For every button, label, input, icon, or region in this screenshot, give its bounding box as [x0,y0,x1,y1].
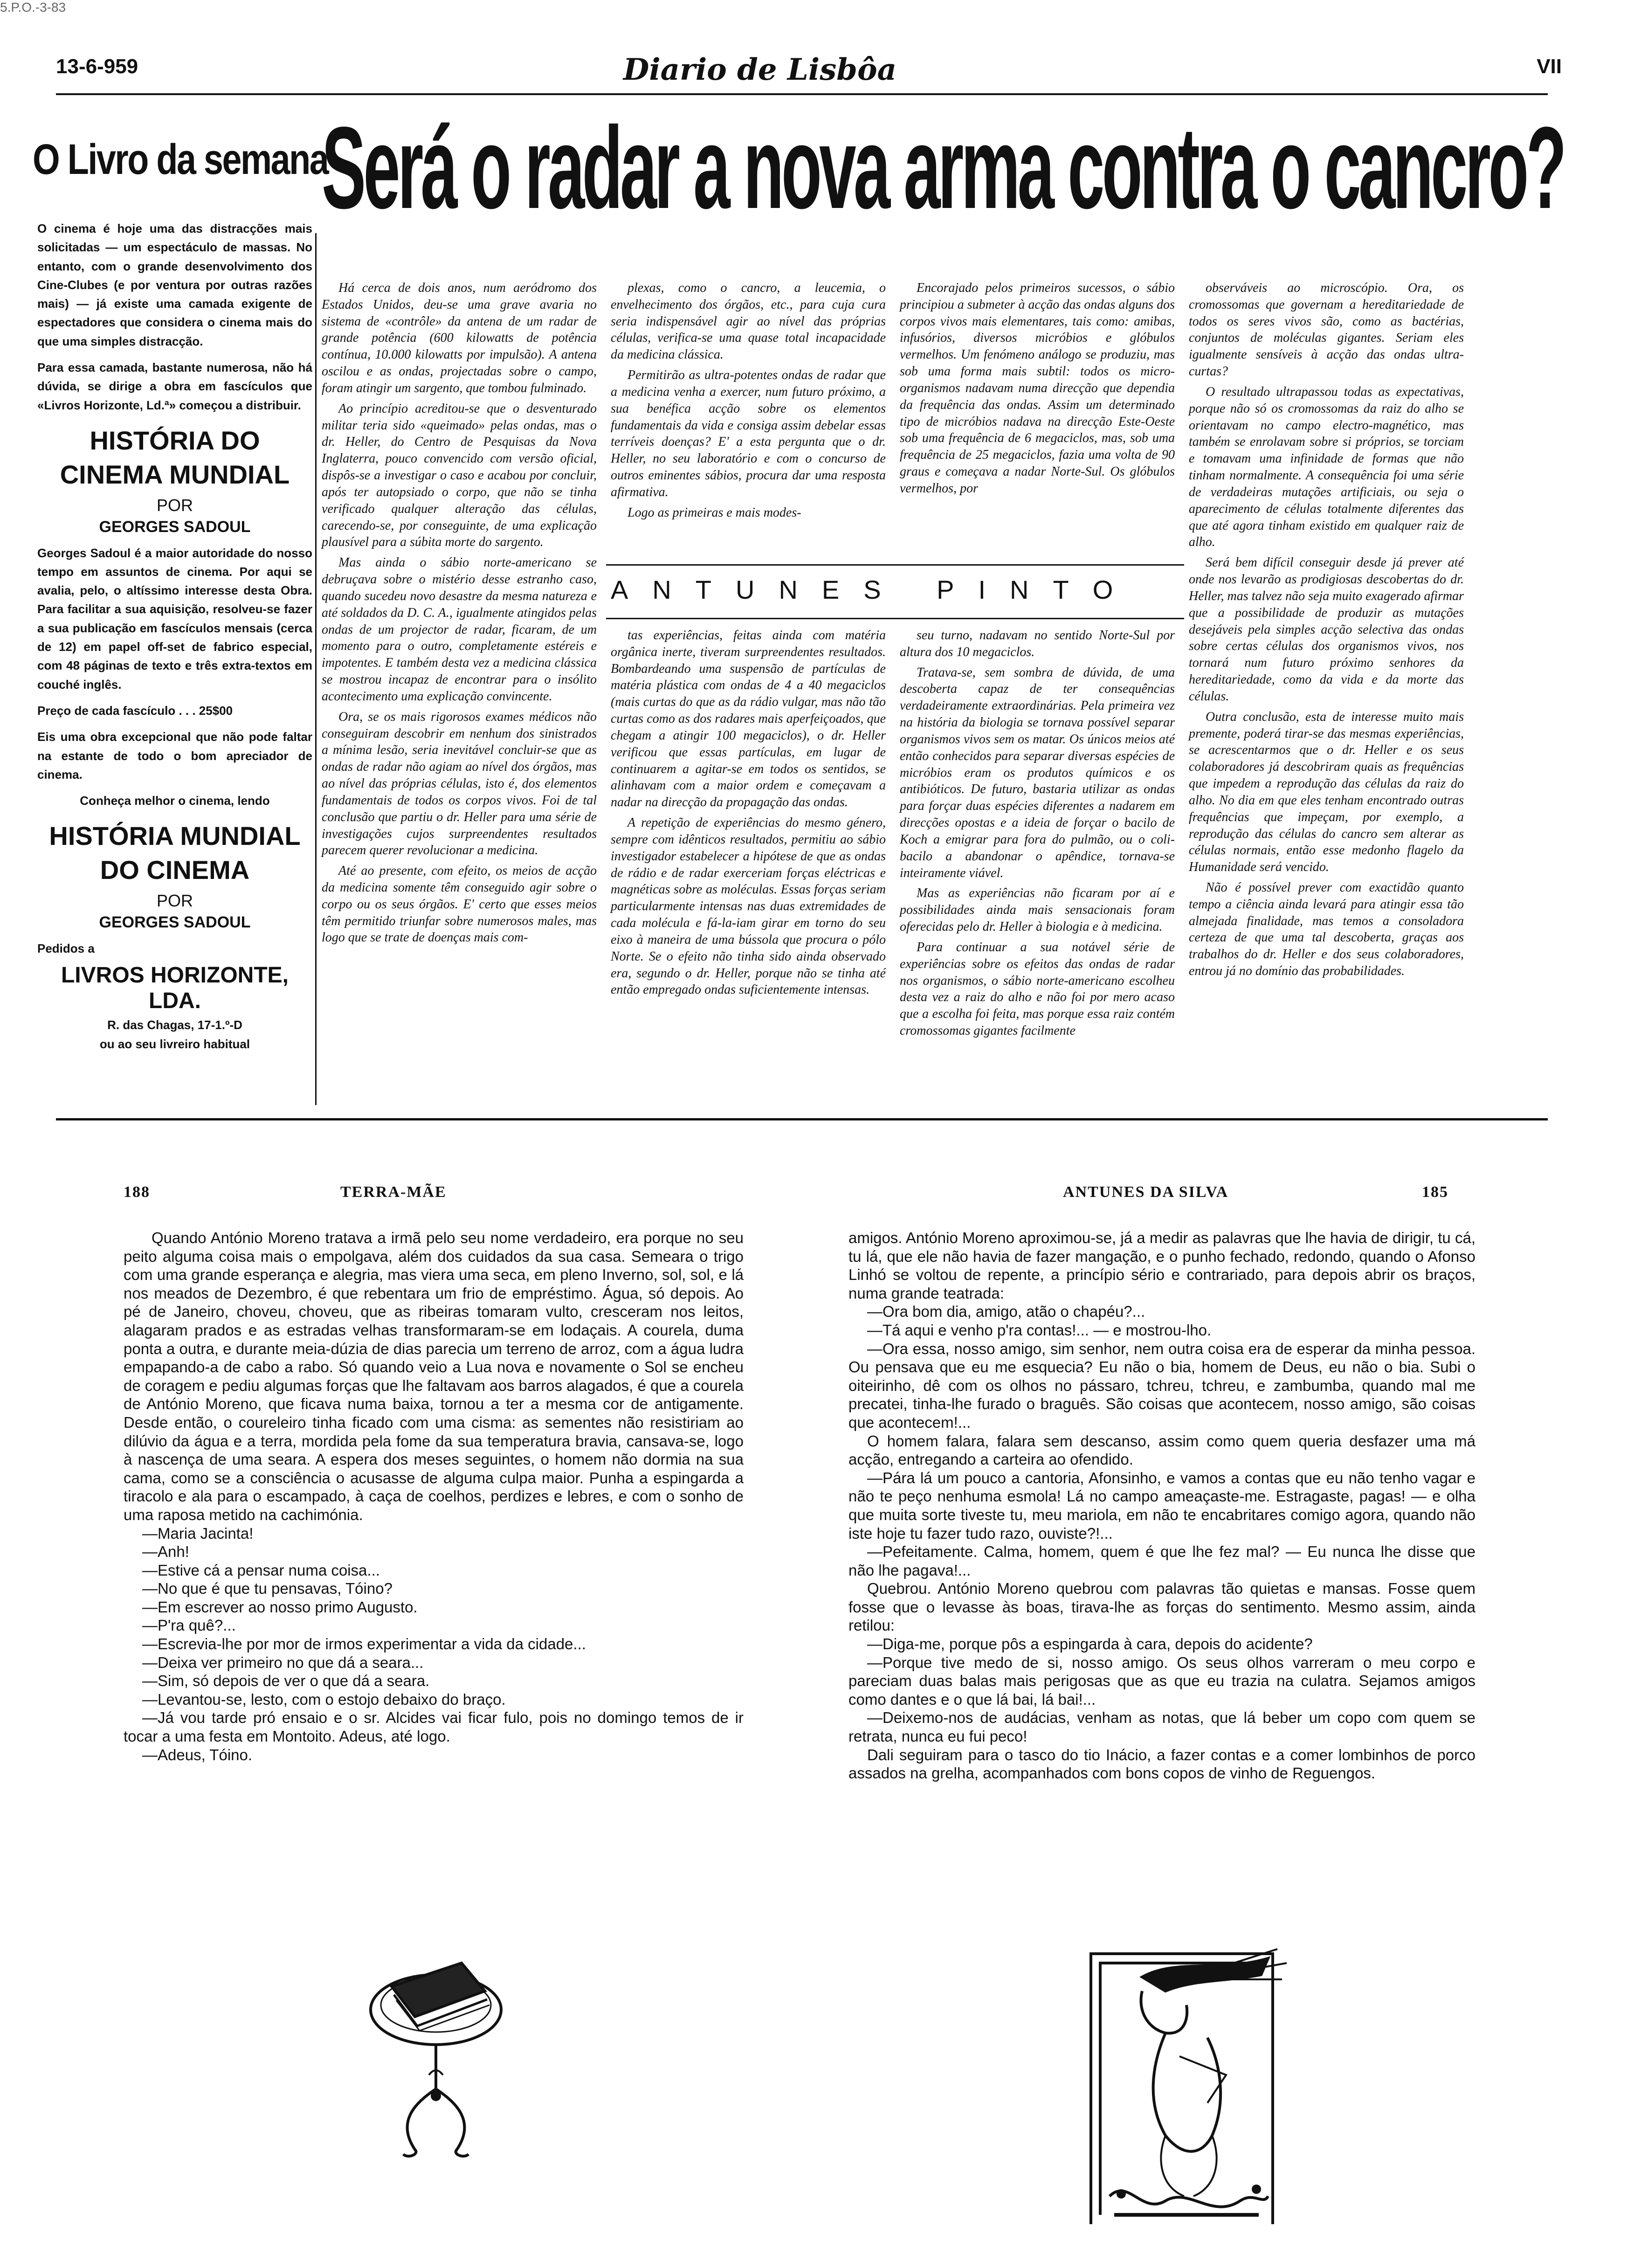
article-paragraph: Para continuar a sua notável série de experiências sobre os efeitos das ondas de radar nos organismos, o sábio norte-americano escolheu desta vez a raiz do alho e não foi por mero acaso que a escolha foi feita, mas porque essa raiz contém cromossomas gigantes facilmente [900,940,1175,1038]
book-left-page-text [124,1229,744,1764]
article-paragraph: Não é possível prever com exactidão quanto tempo a ciência ainda levará para atingir essa tão almejada finalidade, mas temos a consoladora certeza de que uma tal descoberta, graças aos trabalhos do dr. Heller e dos seus colaboradores, entrou já no domínio das probabilidades. [1189,880,1464,979]
section-kicker: O Livro da semana [33,136,328,183]
ad-description: Georges Sadoul é a maior autoridade do nosso tempo em assuntos de cinema. Por aqui se avalia, pelo, o altíssimo interesse desta Obra. Para facilitar a sua aquisição, resolveu-se fazer a sua publicação em fascículos mensais (cerca de 12) em papel off-set de fabrico especial, com 48 páginas de texto e três extra-textos em couché inglês. [37,546,312,691]
book-dialogue: —Já vou tarde pró ensaio e o sr. Alcides vai ficar fulo, pois no domingo temos de ir tocar a uma festa em Montoito. Adeus, até logo. [124,1709,744,1745]
book-left-page-number: 188 [124,1183,150,1201]
section-rule [56,1118,1548,1120]
ad-author-2: GEORGES SADOUL [99,913,251,932]
article-paragraph: Há cerca de dois anos, num aeródromo dos Estados Unidos, deu-se uma grave avaria no sistema de «contrôle» da antena de um radar de grande potência (600 kilowatts de potência contínua, 10.000 kilowatts por impulsão). A antena oscilou e as ondas, projectadas sobre o campo, foram atingir um sargento, que tombou fulminado. [322,281,597,395]
article-paragraph: A repetição de experiências do mesmo género, sempre com idênticos resultados, permitiu ao sábio investigador estabelecer a hipótese de que as ondas de rádio e de radar exerceriam forças eléctricas e magnéticas sobre as moléculas. Essas forças seriam particularmente intensas nas duas extremidades de cada molécula e fá-la-iam girar em torno do seu eixo à maneira de uma bússola que procura o pólo Norte. Se o efeito não tinha sido ainda observado era, segundo o dr. Heller, porque não se tinha até então empregado ondas suficientemente intensas. [611,816,886,997]
article-paragraph: tas experiências, feitas ainda com matéria orgânica inerte, tiveram surpreendentes resultados. Bombardeando uma suspensão de partículas de matéria plástica com ondas de 4 a 40 megaciclos (mais curtas do que as da rádio vulgar, mas não tão curtas como as dos radares mais aperfeiçoados, que chegam a atingir 100 megaciclos), o dr. Heller verificou que essas partículas, em lugar de continuarem a agitar-se em todos os sentidos, se alinhavam com a maior ordem e começavam a nadar na direcção da propagação das ondas. [611,628,886,810]
book-right-running-title: ANTUNES DA SILVA [1063,1183,1229,1201]
ad-intro: O cinema é hoje uma das distracções mais solicitadas — um espectáculo de massas. No entanto, com o grande desenvolvimento dos Cine-Clubes (e por ventura por outras razões mais) — já existe uma camada exigente de espectadores que considera o cinema mais do que uma simples distracção. [37,221,312,348]
ad-know: Conheça melhor o cinema, lendo [80,794,270,808]
book-paragraph: Dali seguiram para o tasco do tio Inácio, a fazer contas e a comer lombinhos de porco assados na grelha, acompanhados com bons copos de vinho de Reguengos. [848,1746,1476,1782]
book-dialogue: —Anh! [142,1543,189,1561]
article-paragraph: Tratava-se, sem sombra de dúvida, de uma descoberta capaz de ter consequências verdadeiramente extraordinárias. Pela primeira vez na história da biologia se tornava possível separar organismos vivos sem os matar. Os únicos meios até então conhecidos para separar diversas espécies de micróbios eram os produtos químicos e os antibióticos. De futuro, bastaria utilizar as ondas para forçar duas espécies diferentes a nadarem em direcções opostas e a ideia de forçar o bacilo de Koch a emigrar para fora do pulmão, ou o coli-bacilo a abandonar o apêndice, tornava-se inteiramente viável. [900,665,1175,880]
book-dialogue: —Estive cá a pensar numa coisa... [142,1561,380,1579]
article-paragraph: Mas ainda o sábio norte-americano se debruçava sobre o mistério desse estranho caso, quando sucedeu novo desastre da mesma natureza e até soldados da D. C. A., igualmente atingidos pelas ondas de um projector de radar, ficaram, de um momento para o outro, completamente estéreis e impotentes. E também desta vez a medicina clássica se mostrou incapaz de encontrar para o insólito acontecimento uma explicação convincente. [322,555,597,704]
book-dialogue: —Pára lá um pouco a cantoria, Afonsinho, e vamos a contas que eu não tenho vagar e não te peço nenhuma esmola! Lá no campo ameaçaste-me. Estragaste, pagas! — e olha que muita sorte tiveste tu, meu mariola, em não te encabritares comigo agora, quando não iste hoje tu fazer tudo razo, ouviste?!... [848,1469,1476,1542]
book-dialogue: —Ora bom dia, amigo, atão o chapéu?... [867,1303,1145,1321]
ad-publisher: LIVROS HORIZONTE, LDA. [61,963,289,1014]
book-dialogue: —Adeus, Tóino. [142,1746,253,1763]
ad-intro-2: Para essa camada, bastante numerosa, não há dúvida, se dirige a obra em fascículos que «Livros Horizonte, Ld.ª» começou a distribuir. [37,360,312,412]
ad-price: Preço de cada fascículo . . . 25$00 [37,703,233,718]
article-column-4 [1189,280,1464,983]
article-paragraph: O resultado ultrapassou todas as expectativas, porque não só os cromossomas da raiz do alho se orientavam no campo electro-magnético, mas também se enrolavam sobre si próprios, se torciam e tomavam uma infinidade de formas que não tinham normalmente. A consequência foi uma série de verdadeiras mutações artificiais, ou seja o aparecimento de células totalmente diferentes das que até agora tinham existido em qualquer raiz de alho. [1189,384,1464,550]
book-right-page-number: 185 [1422,1183,1448,1201]
book-dialogue: —Deixa ver primeiro no que dá a seara... [142,1653,424,1671]
article-paragraph: Até ao presente, com efeito, os meios de acção da medicina somente têm conseguido agir sobre o corpo ou os seus órgãos. E' certo que esses meios têm permitido triunfar sobre numerosos males, mas logo que se trate de doenças mais com- [322,864,597,945]
article-paragraph: Será bem difícil conseguir desde já prever até onde nos levarão as prodigiosas descobertas do dr. Heller, mas talvez não seja muito exagerado afirmar que a possibilidade de produzir as mutações desejáveis pela simples acção selectiva das ondas sobre certas células dos organismos vivos, nos tornará num futuro próximo senhores da hereditariedade, como da vida e da morte das células. [1189,555,1464,704]
book-dialogue: —Em escrever ao nosso primo Augusto. [142,1598,418,1616]
page-number: VII [1537,55,1562,78]
book-dialogue: —Pefeitamente. Calma, homem, quem é que lhe fez mal? — Eu nunca lhe disse que não lhe pagava!... [848,1543,1476,1579]
issue-date: 13-6-959 [56,55,138,78]
article-paragraph: Logo as primeiras e mais modes- [627,505,801,520]
book-paragraph: O homem falara, falara sem descanso, assim como quem queria desfazer uma má acção, entregando a carteira ao ofendido. [848,1432,1476,1468]
article-column-3b [900,627,1175,1043]
article-paragraph: Mas as experiências não ficaram por aí e possibilidades ainda mais sensacionais foram oferecidas pelo dr. Heller à biologia e à medicina. [900,886,1175,934]
ad-address: R. das Chagas, 17-1.º-D [107,1018,242,1032]
book-dialogue: —Diga-me, porque pôs a espingarda à cara, depois do acidente? [867,1635,1313,1653]
article-paragraph: Permitirão as ultra-potentes ondas de radar que a medicina venha a exercer, num futuro próximo, a sua benéfica acção sobre os elementos fundamentais da vida e consiga assim debelar essas terríveis doenças? E' a esta pergunta que o dr. Heller, no seu laboratório e com o concurso de outros eminentes sábios, procura dar uma resposta afirmativa. [611,368,886,499]
article-byline: ANTUNES PINTO [611,575,1138,604]
ad-book-title: HISTÓRIA DO CINEMA MUNDIAL [60,425,290,489]
book-dialogue: —P'ra quê?... [142,1617,236,1634]
book-stand-illustration [359,1935,513,2168]
book-dialogue: —Ora essa, nosso amigo, sim senhor, nem outra coisa era de esperar da minha pessoa. Ou pensava que eu me esquecia? Eu não o bia, homem de Deus, eu não o bia. Subi o oiteirinho, dê com os olhos no pássaro, tchreu, tchreu, e zambumba, quando mal me precatei, tinha-lhe furado o braguês. São coisas que acontecem, nosso amigo, são coisas que acontecem!... [848,1340,1476,1431]
byline-rule-bottom [606,618,1184,619]
book-dialogue: —Maria Jacinta! [142,1524,254,1542]
article-column-2 [611,280,886,525]
article-paragraph: observáveis ao microscópio. Ora, os cromossomas que governam a hereditariedade de todos os seres vivos são, como as bactérias, conjuntos de moléculas gigantes. Seriam eles igualmente sensíveis à acção das ondas ultra-curtas? [1189,281,1464,379]
article-paragraph: seu turno, nadavam no sentido Norte-Sul por altura dos 10 megaciclos. [900,628,1175,659]
header-rule [56,93,1548,95]
woman-window-illustration [1072,1935,1296,2233]
book-dialogue: —Sim, só depois de ver o que dá a seara. [142,1672,430,1690]
book-paragraph: Quando António Moreno tratava a irmã pelo seu nome verdadeiro, era porque no seu peito alguma coisa mais o empolgava, além dos cuidados da sua casa. Semeara o trigo com uma grande esperança e alegria, mas viera uma seca, em pleno Inverno, sol, sol, e lá nos meados de Dezembro, é que rebentara um frio de empréstimo. Água, só depois. Ao pé de Janeiro, choveu, choveu, que as ribeiras tomaram vulto, cresceram nos leitos, alagaram prados e as estradas velhas transformaram-se em lodaçais. A courela, duma ponta a outra, e durante meia-dúzia de dias parecia um terreno de arroz, com a água ludra empapando-a de cabo a rabo. Só quando veio a Lua nova e novamente o Sol se encheu de coragem e pediu algumas forças que lhe faltavam aos barros alagados, é que a courela de António Moreno, que ficava numa baixa, tornou a ter a mesma cor de antigamente. Desde então, o coureleiro tinha ficado com uma cisma: as sementes não resistiriam ao dilúvio da água e a terra, mordida pela fome da sua temperatura bravia, cansava-se, logo à nascença de uma seara. A espera dos meses seguintes, o homem não dormia na sua cama, como se a consciência o acusasse de alguma culpa maior. Punha a espingarda a tiracolo e ala para o escampado, à caça de coelhos, perdizes e lebres, e com o sonho de uma raposa metido na cachimónia. [124,1229,744,1523]
byline-rule-top [606,564,1184,566]
ad-book-title-2: HISTÓRIA MUNDIAL DO CINEMA [49,821,301,885]
article-paragraph: Encorajado pelos primeiros sucessos, o sábio principiou a submeter à acção das ondas alguns dos corpos vivos mais elementares, tais como: amibas, infusórios, diversos micróbios e glóbulos vermelhos. Um fenómeno análogo se produziu, mas sob uma forma mais subtil: todos os micro-organismos nadavam numa direcção que dependia da frequência das ondas. Assim um determinado tipo de micróbios nadava na direcção Este-Oeste sob uma frequência de 6 megaciclos, mas, sob uma frequência de 25 megaciclos, fazia uma volta de 90 graus e começava a nadar Norte-Sul. Os glóbulos vermelhos, por [900,281,1175,496]
book-dialogue: —Porque tive medo de si, nosso amigo. Os seus olhos varreram o meu corpo e pareciam duas balas mais perigosas que as que eu trazia na culatra. Sejamos amigos como dantes e o que lá bai, lá bai!... [848,1653,1476,1708]
book-ad-sidebar [37,219,312,1053]
article-paragraph: Outra conclusão, esta de interesse muito mais premente, poderá tirar-se das mesmas experiências, se acrescentarmos que o dr. Heller e os seus colaboradores já descobriram quais as frequências que impedem a reprodução das células da raiz do alho. No dia em que eles tenham encontrado outras frequências que impeçam, por exemplo, a reprodução das células do cancro sem alterar as células normais, então esse medonho flagelo da Humanidade será vencido. [1189,709,1464,875]
book-dialogue: —Escrevia-lhe por mor de irmos experimentar a vida da cidade... [142,1635,586,1653]
ad-author: GEORGES SADOUL [99,518,251,536]
ad-por: POR [156,495,193,515]
book-dialogue: —Levantou-se, lesto, com o estojo debaixo do braço. [142,1690,506,1708]
archive-stamp: 5.P.O.-3-83 [0,0,66,14]
book-paragraph: amigos. António Moreno aproximou-se, já a medir as palavras que lhe havia de dirigir, tu cá, tu lá, que ele não havia de fazer mangação, e o punho fechado, redondo, quando o Afonso Linhó se voltou de repente, a princípio sério e contrariado, para depois abrir os braços, numa grande teatrada: [848,1229,1476,1302]
ad-bookseller: ou ao seu livreiro habitual [99,1037,250,1051]
book-paragraph: Quebrou. António Moreno quebrou com palavras tão quietas e mansas. Fosse quem fosse que o levasse às boas, tirava-lhe as forças do sentimento. Mesmo assim, ainda retilou: [848,1580,1476,1634]
article-column-1 [322,280,597,950]
article-paragraph: Ao princípio acreditou-se que o desventurado militar teria sido «queimado» pelas ondas, mas o dr. Heller, do Centro de Pesquisas da Nova Inglaterra, pouco convencido com versão oficial, dispôs-se a investigar o caso e acabou por concluir, após ter autopsiado o corpo, que não se tinha verificado qualquer alteração das células, carecendo-se, por conseguinte, de uma explicação plausível para a súbita morte do sargento. [322,401,597,550]
article-column-3 [900,280,1175,501]
book-dialogue: —No que é que tu pensavas, Tóino? [142,1580,393,1597]
article-column-2b [611,627,886,1002]
book-left-running-title: TERRA-MÃE [340,1183,447,1201]
article-paragraph: Ora, se os mais rigorosos exames médicos não conseguiram descobrir em nenhum dos sinistrados a mínima lesão, seria inevitável concluir-se que as ondas de radar não agiam ao nível dos órgãos, mas ao nível das próprias células, isto é, dos elementos fundamentais de todos os corpos vivos. Foi de tal conclusão que partiu o dr. Heller para uma série de investigações cujos surpreendentes resultados parecem querer revolucionar a medicina. [322,709,597,858]
book-dialogue: —Tá aqui e venho p'ra contas!... — e mostrou-lho. [867,1321,1212,1339]
ad-description-2: Eis uma obra excepcional que não pode faltar na estante de todo o bom apreciador de cinema. [37,730,312,781]
ad-por-2: POR [156,891,193,911]
newspaper-name: Diario de Lisbôa [623,52,897,87]
article-paragraph: plexas, como o cancro, a leucemia, o envelhecimento dos órgãos, etc., para cuja cura seria indispensável agir ao nível das próprias células, verifica-se uma quase total incapacidade da medicina clássica. [611,281,886,362]
ad-orders: Pedidos a [37,941,95,956]
book-dialogue: —Deixemo-nos de audácias, venham as notas, que lá beber um copo com quem se retrata, nunca eu fui peco! [848,1709,1476,1745]
headline: Será o radar a nova arma contra o cancro? [322,103,1564,233]
book-right-page-text [848,1229,1476,1783]
sidebar-divider [315,233,317,1105]
